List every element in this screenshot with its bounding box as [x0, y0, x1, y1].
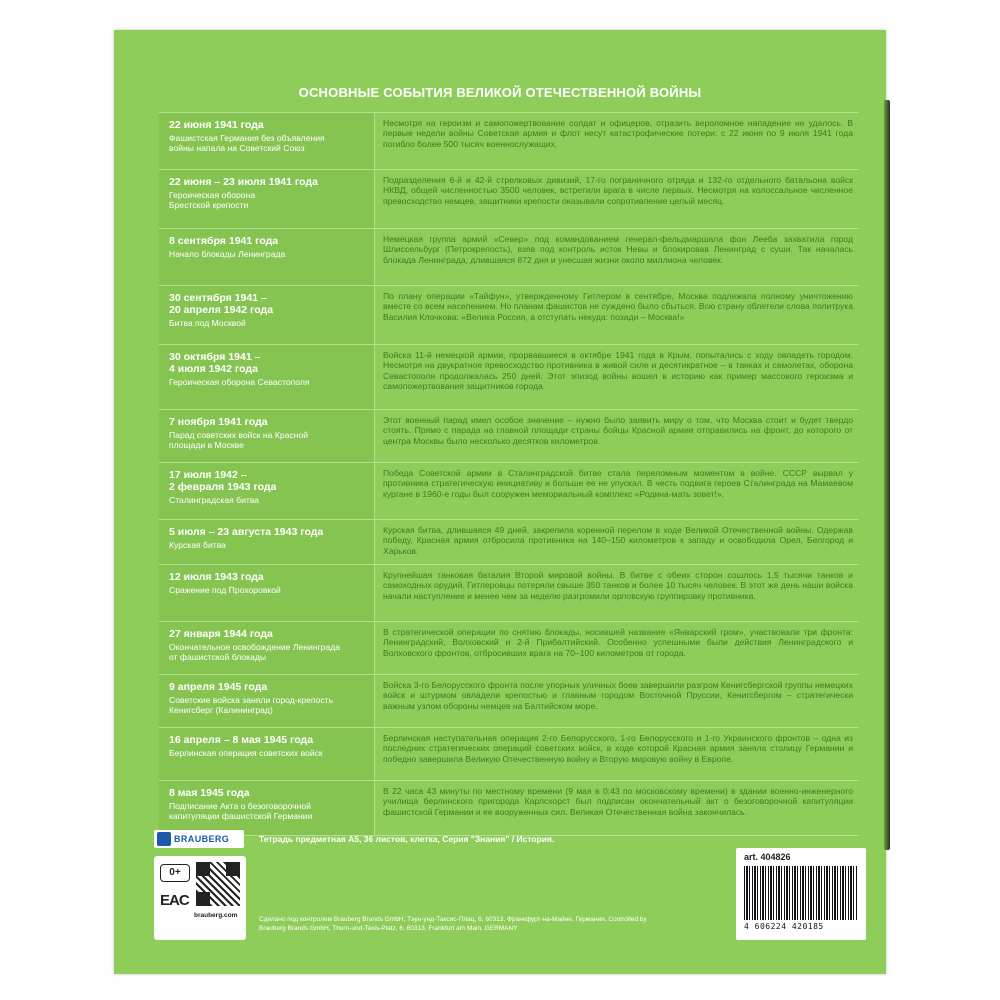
- brand-mark-icon: [157, 832, 171, 846]
- event-description: Немецкая группа армий «Север» под командованием генерал-фельдмаршала фон Лееба захватила город Шлиссельбург (Петрокрепость), взяв под контроль исток Невы и блокировав Ленинград с суши. Так началась блокада Ленинграда, длившаяся 872 дня и унесшая жизни около миллиона человек.: [374, 229, 859, 285]
- event-description: В стратегической операции по снятию блокады, носившей название «Январский гром», участвовали три фронта: Ленинградский, Волховский и 2-й Прибалтийский. Особенно успешными были действия Ленинградского и Волховского фронтов, отбросивших врага на 70–100 километров от города.: [374, 622, 859, 674]
- event-date: 30 сентября 1941 – 20 апреля 1942 года: [169, 292, 274, 316]
- spine-edge: [884, 100, 890, 850]
- event-date: 5 июля – 23 августа 1943 года: [169, 526, 324, 538]
- product-description: Тетрадь предметная А5, 36 листов, клетка, Серия "Знания" / История.: [259, 834, 555, 844]
- event-date: 30 октября 1941 – 4 июля 1942 года: [169, 351, 261, 375]
- event-title: Сталинградская битва: [169, 495, 260, 505]
- notebook-back-cover: [114, 30, 886, 974]
- event-date: 22 июня 1941 года: [169, 119, 264, 131]
- event-description: Подразделения 6-й и 42-й стрелковых дивизий, 17-го пограничного отряда и 132-го отдельного батальона войск НКВД, общей численностью 3500 человек, встретили врага в числе первых. Несмотря на колоссальное численное превосходство немцев, защитники крепости оказывали сопротивление целый месяц.: [374, 170, 859, 228]
- event-row: [159, 409, 859, 462]
- qr-code-icon: [196, 862, 240, 906]
- event-heading: [159, 463, 374, 519]
- event-date: 27 января 1944 года: [169, 628, 273, 640]
- event-row: [159, 519, 859, 564]
- event-description: Войска 3-го Белорусского фронта после упорных уличных боев завершили разгром Кенигсбергской группы немецких войск и штурмом овладели крепостью и главным городом Восточной Пруссии, Кенигсбергом – стратегически важным узлом обороны немцев на Балтийском море.: [374, 675, 859, 727]
- event-date: 17 июля 1942 – 2 февраля 1943 года: [169, 469, 277, 493]
- event-title: Героическая оборона Севастополя: [169, 377, 310, 387]
- event-row: [159, 780, 859, 836]
- event-heading: [159, 675, 374, 727]
- event-title: Подписание Акта о безоговорочной капитуляции фашистской Германии: [169, 801, 313, 822]
- manufacturer-info: Сделано под контролем Brauberg Brands GmbH, Тэун-унд-Таксис-Плац, 6, 60313, Франкфурт-на-Майне, Германия. Controlled by Brauberg Brands GmbH, Thurn-und-Taxis-Platz, 6, 60313, Frankfurt am Main, GERMANY: [259, 916, 647, 932]
- event-heading: [159, 781, 374, 835]
- brand-logo: [154, 830, 244, 848]
- barcode-digits: 4 606224 420185: [744, 922, 824, 931]
- event-row: [159, 621, 859, 674]
- event-date: 9 апреля 1945 года: [169, 681, 268, 693]
- event-heading: [159, 345, 374, 409]
- event-title: Берлинская операция советских войск: [169, 748, 323, 758]
- event-row: [159, 462, 859, 519]
- site-url: brauberg.com: [194, 912, 238, 919]
- event-date: 12 июля 1943 года: [169, 571, 264, 583]
- event-description: По плану операции «Тайфун», утвержденному Гитлером в сентябре, Москва подлежала полному уничтожению вместе со всем населением. Но планам фашистов не суждено было сбыться. Всю страну облетели слова политрука Василия Клочкова: «Велика Россия, а отступать некуда: позади – Москва!»: [374, 286, 859, 344]
- event-date: 8 сентября 1941 года: [169, 235, 279, 247]
- event-description: Крупнейшая танковая баталия Второй мировой войны. В битве с обеих сторон сошлось 1,5 тысячи танков и самоходных орудий. Гитлеровцы потеряли свыше 350 танков и более 10 тысяч человек. В этот же день наши войска начали наступление и менее чем за неделю разгромили орловскую группировку противника.: [374, 565, 859, 621]
- event-description: Курская битва, длившаяся 49 дней, закрепила коренной перелом в ходе Великой Отечественной войны. Одержав победу, Красная армия отбросила противника на 140–150 километров к западу и освободила Орел, Белгород и Харьков.: [374, 520, 859, 564]
- event-row: [159, 674, 859, 727]
- event-row: [159, 285, 859, 344]
- event-heading: [159, 622, 374, 674]
- event-row: [159, 228, 859, 285]
- event-date: 22 июня – 23 июля 1941 года: [169, 176, 318, 188]
- event-row: [159, 344, 859, 409]
- event-heading: [159, 520, 374, 564]
- event-heading: [159, 286, 374, 344]
- age-rating: 0+: [160, 864, 190, 882]
- event-title: Советские войска заняли город-крепость Кенигсберг (Калининград): [169, 695, 334, 716]
- event-description: Этот военный парад имел особое значение – нужно было заявить миру о том, что Москва стоит и будет твердо стоять. Прямо с парада на главной площади страны бойцы Красной армии отправились на фронт, до которого от центра Москвы было несколько десятков километров.: [374, 410, 859, 462]
- event-row: [159, 169, 859, 228]
- barcode-icon: [744, 866, 858, 920]
- barcode-label: [736, 848, 866, 940]
- events-table: [159, 112, 859, 836]
- event-date: 8 мая 1945 года: [169, 787, 250, 799]
- event-title: Окончательное освобождение Ленинграда от фашистской блокады: [169, 642, 341, 663]
- eac-mark: EAC: [160, 892, 189, 909]
- event-title: Парад советских войск на Красной площади в Москве: [169, 430, 309, 451]
- event-description: Берлинская наступательная операция 2-го Белорусского, 1-го Белорусского и 1-го Украинского фронтов – одна из последних стратегических операций советских войск, в ходе которой Красная армия заняла столицу Германии и победно завершила Великую Отечественную войну и Вторую мировую войну в Европе.: [374, 728, 859, 780]
- event-heading: [159, 229, 374, 285]
- brand-name: BRAUBERG: [174, 834, 230, 844]
- article-number: art. 404826: [744, 852, 791, 862]
- event-title: Битва под Москвой: [169, 318, 246, 328]
- event-title: Курская битва: [169, 540, 226, 550]
- event-description: Несмотря на героизм и самопожертвование солдат и офицеров, отразить вероломное нападение не удалось. В первые недели войны Советская армия и флот несут катастрофические потери: с 22 июня по 9 июля 1941 года погибло более 500 тысяч военнослужащих.: [374, 113, 859, 169]
- event-title: Начало блокады Ленинграда: [169, 249, 286, 259]
- event-title: Героическая оборона Брестской крепости: [169, 190, 256, 211]
- event-heading: [159, 170, 374, 228]
- event-description: Победа Советской армии в Сталинградской битве стала переломным моментом в войне. СССР вырвал у противника стратегическую инициативу и больше ее не упускал. В честь подвига героев Сталинграда на Мамаевом кургане в 1960-е годы был сооружен мемориальный комплекс «Родина-мать зовет!».: [374, 463, 859, 519]
- event-row: [159, 727, 859, 780]
- event-heading: [159, 728, 374, 780]
- event-heading: [159, 113, 374, 169]
- page-title: ОСНОВНЫЕ СОБЫТИЯ ВЕЛИКОЙ ОТЕЧЕСТВЕННОЙ ВОЙНЫ: [298, 85, 702, 100]
- event-date: 16 апреля – 8 мая 1945 года: [169, 734, 314, 746]
- event-heading: [159, 565, 374, 621]
- event-title: Сражение под Прохоровкой: [169, 585, 281, 595]
- event-heading: [159, 410, 374, 462]
- event-description: В 22 часа 43 минуты по местному времени (9 мая в 0:43 по московскому времени) в здании военно-инженерного училища берлинского пригорода Карлсхорст был подписан окончательный акт о безоговорочной капитуляции фашистской Германии и ее вооруженных сил. Великая Отечественная война закончилась.: [374, 781, 859, 835]
- event-date: 7 ноября 1941 года: [169, 416, 268, 428]
- event-description: Войска 11-й немецкой армии, прорвавшиеся в октябре 1941 года в Крым, попытались с ходу овладеть городом. Несмотря на двукратное превосходство противника в живой силе и десятикратное – в танках и самолетах, оборона Севастополя продолжалась 250 дней. Этот эпизод войны вошел в историю как пример массового героизма и самопожертвования защитников города.: [374, 345, 859, 409]
- event-title: Фашистская Германия без объявления войны напала на Советский Союз: [169, 133, 325, 154]
- event-row: [159, 564, 859, 621]
- event-row: [159, 112, 859, 169]
- certification-box: [154, 856, 246, 940]
